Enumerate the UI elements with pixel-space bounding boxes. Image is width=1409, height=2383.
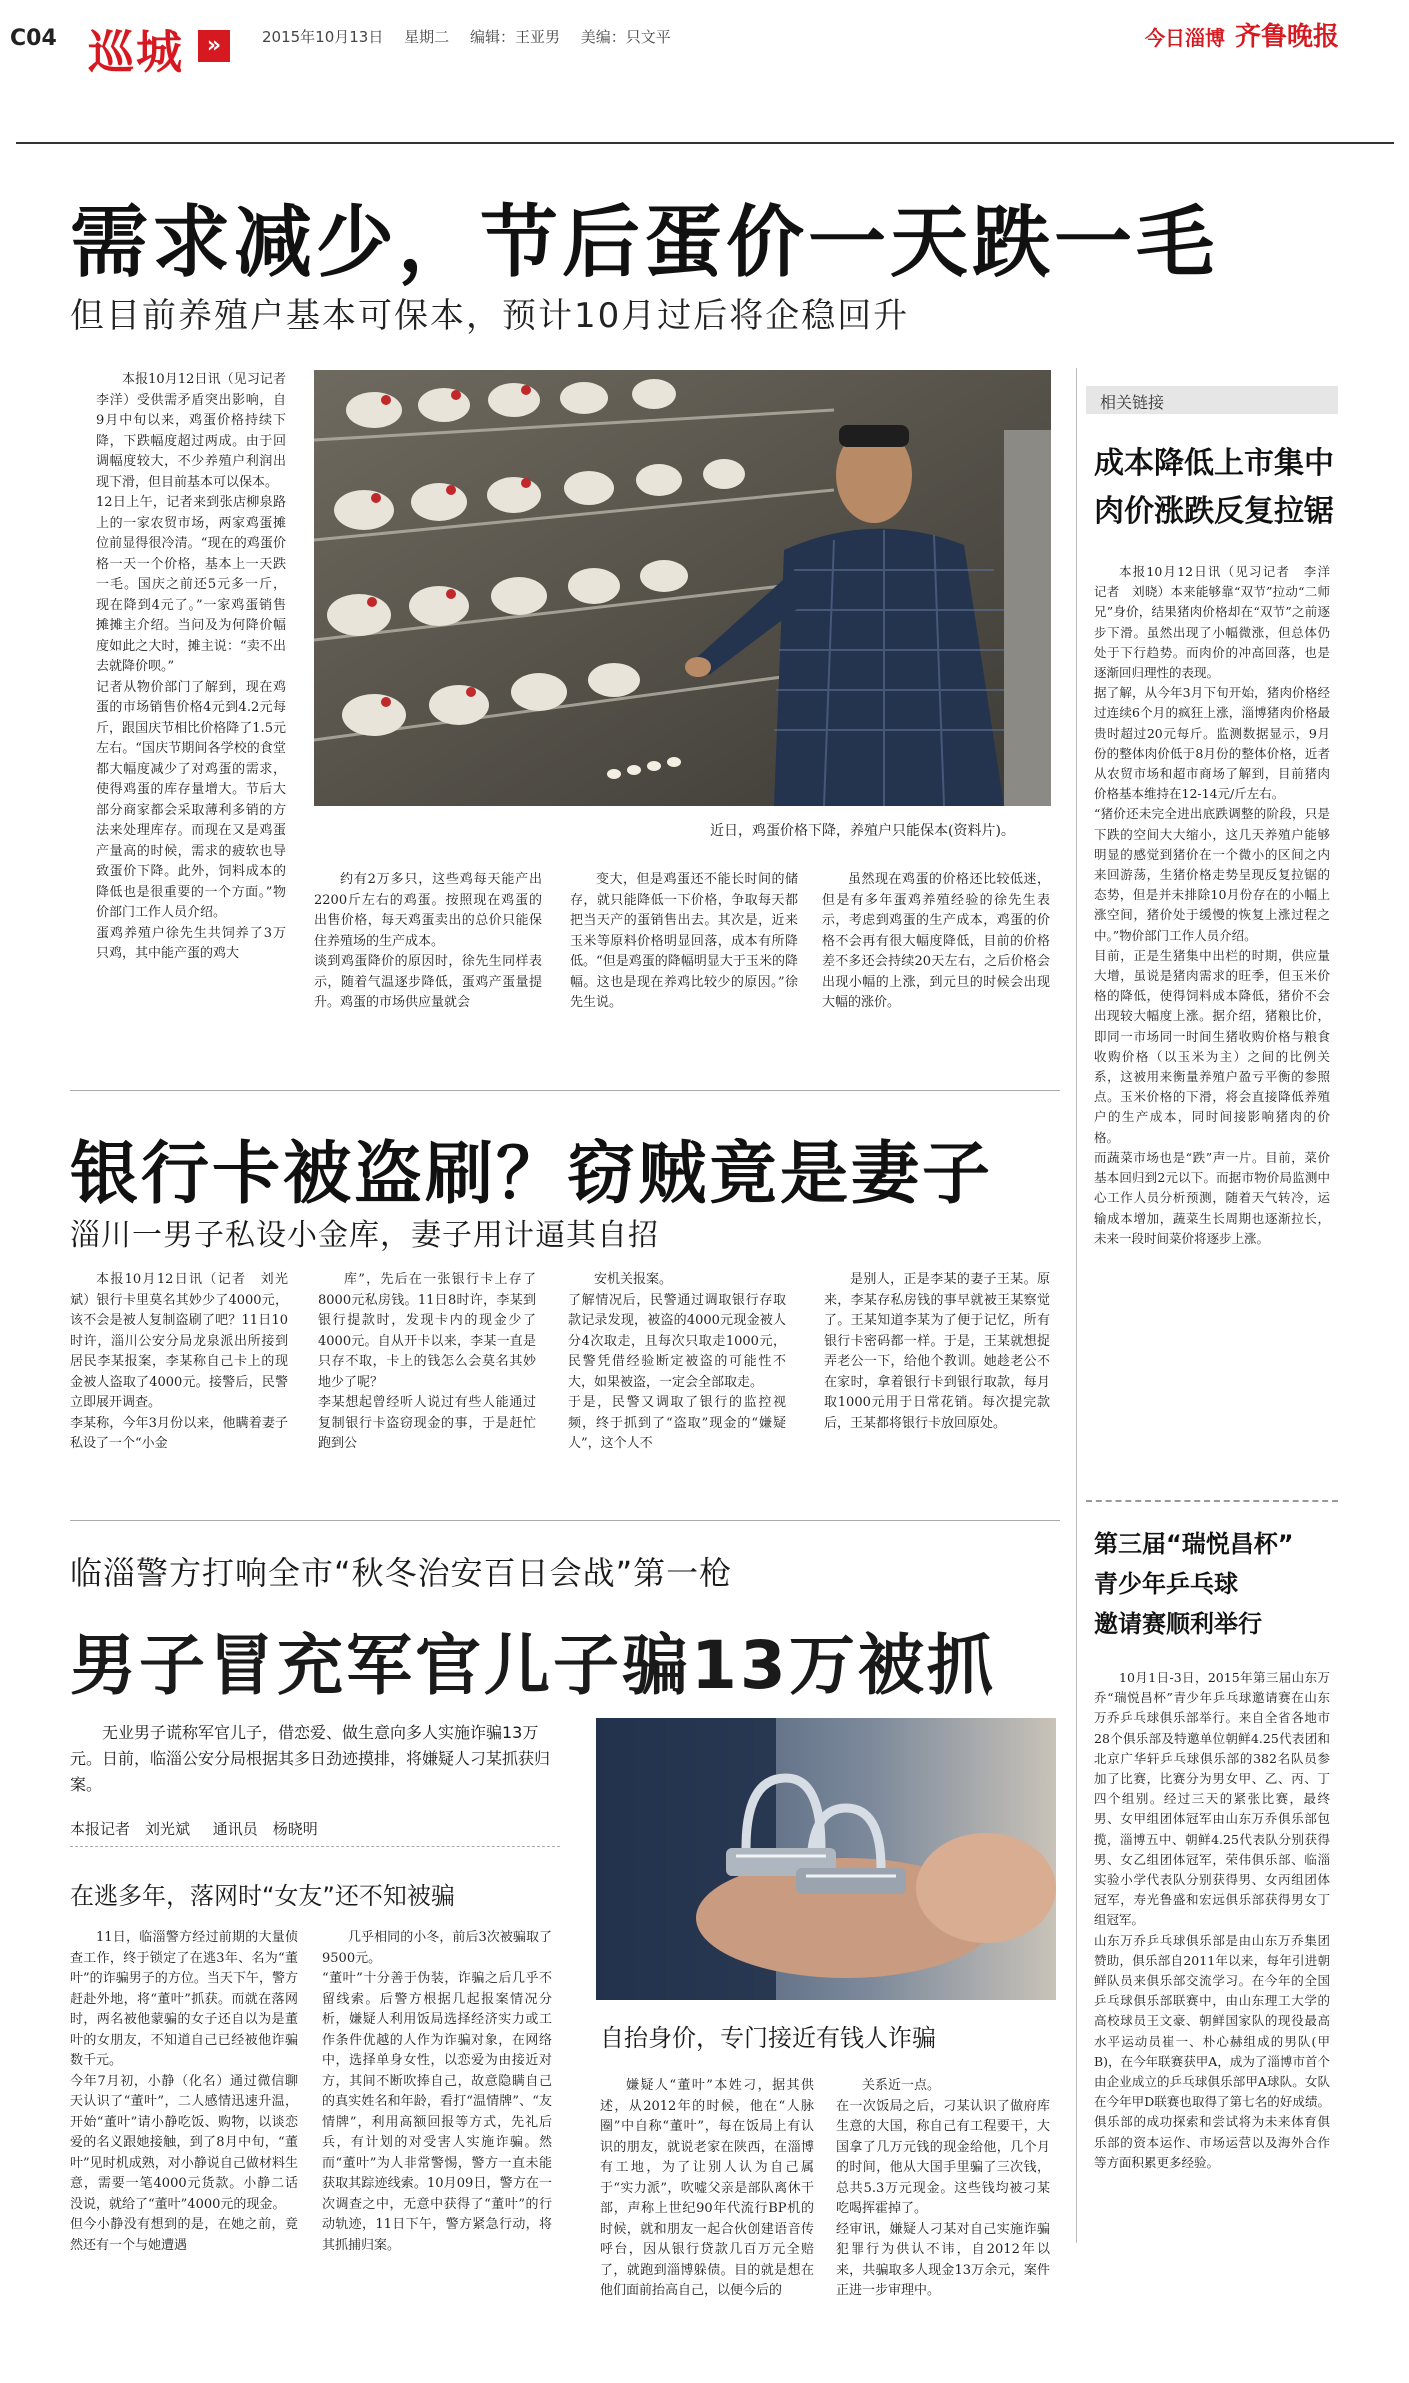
sidebar-headline-line: 肉价涨跌反复拉锯 <box>1094 494 1334 529</box>
story1-photo-caption: 近日，鸡蛋价格下降，养殖户只能保本(资料片)。 <box>710 823 1015 839</box>
related-links-tag <box>1086 386 1338 414</box>
handcuffs-photo-icon <box>596 1718 1056 2000</box>
story2-column-4: 是别人，正是李某的妻子王某。原来，李某存私房钱的事早就被王某察觉了。王某知道李某为了便于记忆，所有银行卡密码都一样。于是，王某就想捉弄老公一下，给他个教训。她趁老公不在家时，拿着银行卡到银行取款，每月取1000元用于日常花销。每次提完款后，王某都将银行卡放回原处。 <box>824 1272 1050 1431</box>
editor-credit: 编辑：王亚男 <box>469 28 560 46</box>
story3-intro: 无业男子谎称军官儿子，借恋爱、做生意向多人实施诈骗13万元。日前，临淄公安分局根据其多日劲迹摸排，将嫌疑人刁某抓获归案。 <box>70 1723 551 1794</box>
story1-column-2: 约有2万多只，这些鸡每天能产出2200斤左右的鸡蛋。按照现在鸡蛋的出售价格，每天鸡蛋卖出的总价只能保住养殖场的生产成本。 谈到鸡蛋降价的原因时，徐先生同样表示，随着气温逐步降低，蛋鸡产蛋量提升。鸡蛋的市场供应量就会 <box>314 872 542 1010</box>
story3-column-2: 几乎相同的小冬，前后3次被骗取了9500元。 “董叶”十分善于伪装，诈骗之后几乎不留线索。后警方根据几起报案情况分析，嫌疑人利用饭局选择经济实力或工作条件优越的人作为诈骗对象，在网络中，选择单身女性，以恋爱为由接近对方，其间不断吹捧自己，故意隐瞒自己的真实姓名和年龄，看打“温情牌”、“友情牌”，利用高额回报等方式，先礼后兵，有计划的对受害人实施诈骗。然而“董叶”为人非常警惕，警方一直未能获取其踪迹线索。10月09日，警方在一次调查之中，无意中获得了“董叶”的行动轨迹，11日下午，警方紧急行动，将其抓捕归案。 <box>322 1930 552 2253</box>
sidebar-headline-2-line: 第三届“瑞悦昌杯” <box>1094 1530 1294 1558</box>
sidebar-headline-2-line: 邀请赛顺利举行 <box>1094 1610 1262 1638</box>
masthead <box>0 0 1409 140</box>
page-number: C04 <box>10 26 57 51</box>
newspaper-brand <box>1145 16 1339 53</box>
header-rule <box>16 142 1394 144</box>
story1-subheadline: 但目前养殖户基本可保本，预计10月过后将企稳回升 <box>70 296 910 336</box>
story3-column-3: 嫌疑人“董叶”本姓刁，据其供述，从2012年的时候，他在“人脉圈”中自称“董叶”，每在饭局上有认识的朋友，就说老家在陕西，在淄博有工地，为了让别人认为自己属于“实力派”，吹嘘父亲是部队离休干部，声称上世纪90年代流行BP机的时候，就和朋友一起合伙创建语音传呼台，因从银行贷款几百万元全赔了，就跑到淄博躲债。目的就是想在他们面前抬高自己，以便今后的 <box>600 2078 814 2298</box>
related-links-label: 相关链接 <box>1100 393 1165 412</box>
sidebar-headline-2 <box>1094 1524 1294 1644</box>
story1-column-4: 虽然现在鸡蛋的价格还比较低迷，但是有多年蛋鸡养殖经验的徐先生表示，考虑到鸡蛋的生产成本，鸡蛋的价格不会再有很大幅度降低，目前的价格差不多还会持续20天左右，之后价格会出现小幅的上涨，到元旦的时候会出现大幅的涨价。 <box>822 872 1050 1010</box>
story3-column-4: 关系近一点。 在一次饭局之后，刁某认识了做府库生意的大国，称自己有工程要干，大国拿了几万元钱的现金给他，几个月的时间，他从大国手里骗了三次钱，总共5.3万元现金。这些钱均被刁某吃喝挥霍掉了。 经审讯，嫌疑人刁某对自己实施诈骗犯罪行为供认不讳，自2012年以来，共骗取多人现金13万余元，案件正进一步审理中。 <box>836 2078 1050 2298</box>
egg-farm-photo-icon <box>314 370 1051 806</box>
brand-logo: 齐鲁晚报 <box>1234 22 1339 52</box>
story3-column-1: 11日，临淄警方经过前期的大量侦查工作，终于锁定了在逃3年、名为“董叶”的诈骗男子的方位。当天下午，警方赶赴外地，将“董叶”抓获。而就在落网时，两名被他蒙骗的女子还自以为是董叶的女朋友，不知道自己已经被他诈骗数千元。 今年7月初，小静（化名）通过微信聊天认识了“董叶”，二人感情迅速升温，开始“董叶”请小静吃饭、购物，以谈恋爱的名义跟她接触，到了8月中旬，“董叶”见时机成熟，对小静说自己做材料生意，需要一笔4000元货款。小静二话没说，就给了“董叶”4000元的现金。 但今小静没有想到的是，在她之前，竟然还有一个与她遭遇 <box>70 1930 298 2253</box>
issue-date: 2015年10月13日 <box>262 28 384 46</box>
story2-headline: 银行卡被盗刷？窃贼竟是妻子 <box>70 1135 994 1214</box>
sidebar-dashed-rule <box>1086 1500 1338 1502</box>
designer-credit: 美编：只文平 <box>580 28 671 46</box>
sidebar-body: 本报10月12日讯（见习记者 李洋 记者 刘晓）本来能够靠“双节”拉动“二师兄”身价，结果猪肉价格却在“双节”之前逐步下滑。虽然出现了小幅微涨，但总体仍处于下行趋势。而肉价的冲高回落，也是逐渐回归理性的表现。 据了解，从今年3月下旬开始，猪肉价格经过连续6个月的疯狂上涨，淄博猪肉价格最贵时超过20元每斤。监测数据显示，9月份的整体肉价低于8月份的整体价格，近者从农贸市场和超市商场了解到，目前猪肉价格基本维持在12-14元/斤左右。 “猪价还未完全进出底跌调整的阶段，只是下跌的空间大大缩小，这几天养殖户能够明显的感觉到猪价在一个微小的区间之内来回游荡，生猪价格走势呈现反复拉锯的态势，但是并未排除10月份存在的小幅上涨空间，猪价处于缓慢的恢复上涨过程之中。”物价部门工作人员介绍。 目前，正是生猪集中出栏的时期，供应量大增，虽说是猪肉需求的旺季，但玉米价格的降低，使得饲料成本降低，猪价不会出现较大幅度上涨。据介绍，猪粮比价，即同一市场同一时间生猪收购价格与粮食收购价格（以玉米为主）之间的比例关系，这被用来衡量养殖户盈亏平衡的参照点。玉米价格的下滑，将会直接降低养殖户的生产成本，同时间接影响猪肉的价格。 而蔬菜市场也是“跌”声一片。目前，菜价基本回归到2元以下。而据市物价局监测中心工作人员分析预测，随着天气转冷，运输成本增加，蔬菜生长周期也逐渐拉长，未来一段时间菜价将逐步上涨。 <box>1094 564 1330 1246</box>
story1-headline: 需求减少，节后蛋价一天跌一毛 <box>70 198 1219 288</box>
story-separator <box>70 1090 1060 1091</box>
story-separator <box>70 1520 1060 1521</box>
story1-column-1: 本报10月12日讯（见习记者 李洋）受供需矛盾突出影响，自9月中旬以来，鸡蛋价格持续下降，下跌幅度超过两成。由于回调幅度较大，不少养殖户利润出现下滑，但目前基本可以保本。 12日上午，记者来到张店柳泉路上的一家农贸市场，两家鸡蛋摊位前显得很冷清。“现在的鸡蛋价格一天一个价格，基本上一天跌一毛。国庆之前还5元多一斤，现在降到4元了。”一家鸡蛋销售摊摊主介绍。当问及为何降价幅度如此之大时，摊主说：“卖不出去就降价呗。” 记者从物价部门了解到，现在鸡蛋的市场销售价格4元到4.2元每斤，跟国庆节相比价格降了1.5元左右。“国庆节期间各学校的食堂都大幅度减少了对鸡蛋的需求，使得鸡蛋的库存量增大。节后大部分商家都会采取薄利多销的方法来处理库存。而现在又是鸡蛋产量高的时候，需求的疲软也导致蛋价下降。此外，饲料成本的降低也是很重要的一个方面。”物价部门工作人员介绍。 蛋鸡养殖户徐先生共饲养了3万只鸡，其中能产蛋的鸡大 <box>96 372 286 961</box>
story3-correspondent: 通讯员 杨晓明 <box>212 1820 318 1838</box>
brand-small: 今日淄博 <box>1144 26 1225 50</box>
story3-subhead-1: 在逃多年，落网时“女友”还不知被骗 <box>70 1882 455 1910</box>
issue-meta <box>262 26 687 47</box>
story3-dashed-rule <box>70 1846 560 1847</box>
issue-weekday: 星期二 <box>404 28 450 46</box>
sidebar-headline-2-line: 青少年乒乓球 <box>1094 1570 1238 1598</box>
story3-headline: 男子冒充军官儿子骗13万被抓 <box>70 1627 996 1704</box>
story3-reporter: 本报记者 刘光斌 <box>70 1820 191 1838</box>
story3-subhead-2: 自抬身价，专门接近有钱人诈骗 <box>600 2024 936 2052</box>
story2-subheadline: 淄川一男子私设小金库，妻子用计逼其自招 <box>70 1218 659 1253</box>
story1-photo-egg-farm <box>314 370 1051 806</box>
story2-column-1: 本报10月12日讯（记者 刘光斌）银行卡里莫名其妙少了4000元，该不会是被人复制盗刷了吧？11日10时许，淄川公安分局龙泉派出所接到居民李某报案，李某称自己卡上的现金被人盗取了4000元。接警后，民警立即展开调查。 李某称，今年3月份以来，他瞒着妻子私设了一个“小金 <box>70 1272 288 1451</box>
story2-column-3: 安机关报案。 了解情况后，民警通过调取银行存取款记录发现，被盗的4000元现金被人分4次取走，且每次只取走1000元，民警凭借经验断定被盗的可能性不大，如果被盗，一定会全部取走。 于是，民警又调取了银行的监控视频，终于抓到了“盗取”现金的“嫌疑人”，这个人不 <box>568 1272 786 1451</box>
story2-column-2: 库”，先后在一张银行卡上存了8000元私房钱。11日8时许，李某到银行提款时，发现卡内的现金少了4000元。自从开卡以来，李某一直是只存不取，卡上的钱怎么会莫名其妙地少了呢？ 李某想起曾经听人说过有些人能通过复制银行卡盗窃现金的事，于是赶忙跑到公 <box>318 1272 536 1451</box>
sidebar-headline-line: 成本降低上市集中 <box>1094 446 1334 481</box>
sidebar-headline <box>1094 440 1334 536</box>
story3-photo-handcuffs <box>596 1718 1056 2000</box>
story3-byline <box>70 1818 336 1839</box>
double-chevron-icon: » <box>198 30 230 62</box>
sidebar-body-2: 10月1日-3日，2015年第三届山东万乔“瑞悦昌杯”青少年乒乓球邀请赛在山东万乔乒乓球俱乐部举行。来自全省各地市28个俱乐部及特邀单位朝鲜4.25代表团和北京广华轩乒乓球俱乐部的382名队员参加了比赛，比赛分为男女甲、乙、丙、丁四个组别。经过三天的紧张比赛，最终男、女甲组团体冠军由山东万乔俱乐部包揽，淄博五中、朝鲜4.25代表队分别获得男、女乙组团体冠军，荣伟俱乐部、临淄实验小学代表队分别获得男、女丙组团体冠军，寿光鲁盛和宏远俱乐部获得男女丁组冠军。 山东万乔乒乓球俱乐部是由山东万乔集团赞助，俱乐部自2011年以来，每年引进朝鲜队员来俱乐部交流学习。在今年的全国乒乓球俱乐部联赛中，由山东理工大学的高校球员王文豪、朝鲜国家队的现役最高水平运动员崔一、朴心赫组成的男队(甲B)，在今年联赛获甲A，成为了淄博市首个由企业成立的乒乓球俱乐部甲A球队。女队在今年甲D联赛也取得了第七名的好成绩。俱乐部的成功探索和尝试将为未来体育俱乐部的资本运作、市场运营以及海外合作等方面积累更多经验。 <box>1094 1670 1330 2170</box>
sidebar-divider <box>1076 368 1077 2243</box>
story1-column-3: 变大，但是鸡蛋还不能长时间的储存，就只能降低一下价格，争取每天都把当天产的蛋销售出去。其次是，近来玉米等原料价格明显回落，成本有所降低。“但是鸡蛋的降幅明显大于玉米的降幅。这也是现在养鸡比较少的原因。”徐先生说。 <box>570 872 798 1010</box>
story3-kicker: 临淄警方打响全市“秋冬治安百日会战”第一枪 <box>70 1554 733 1592</box>
section-title: 巡城 <box>88 25 184 79</box>
